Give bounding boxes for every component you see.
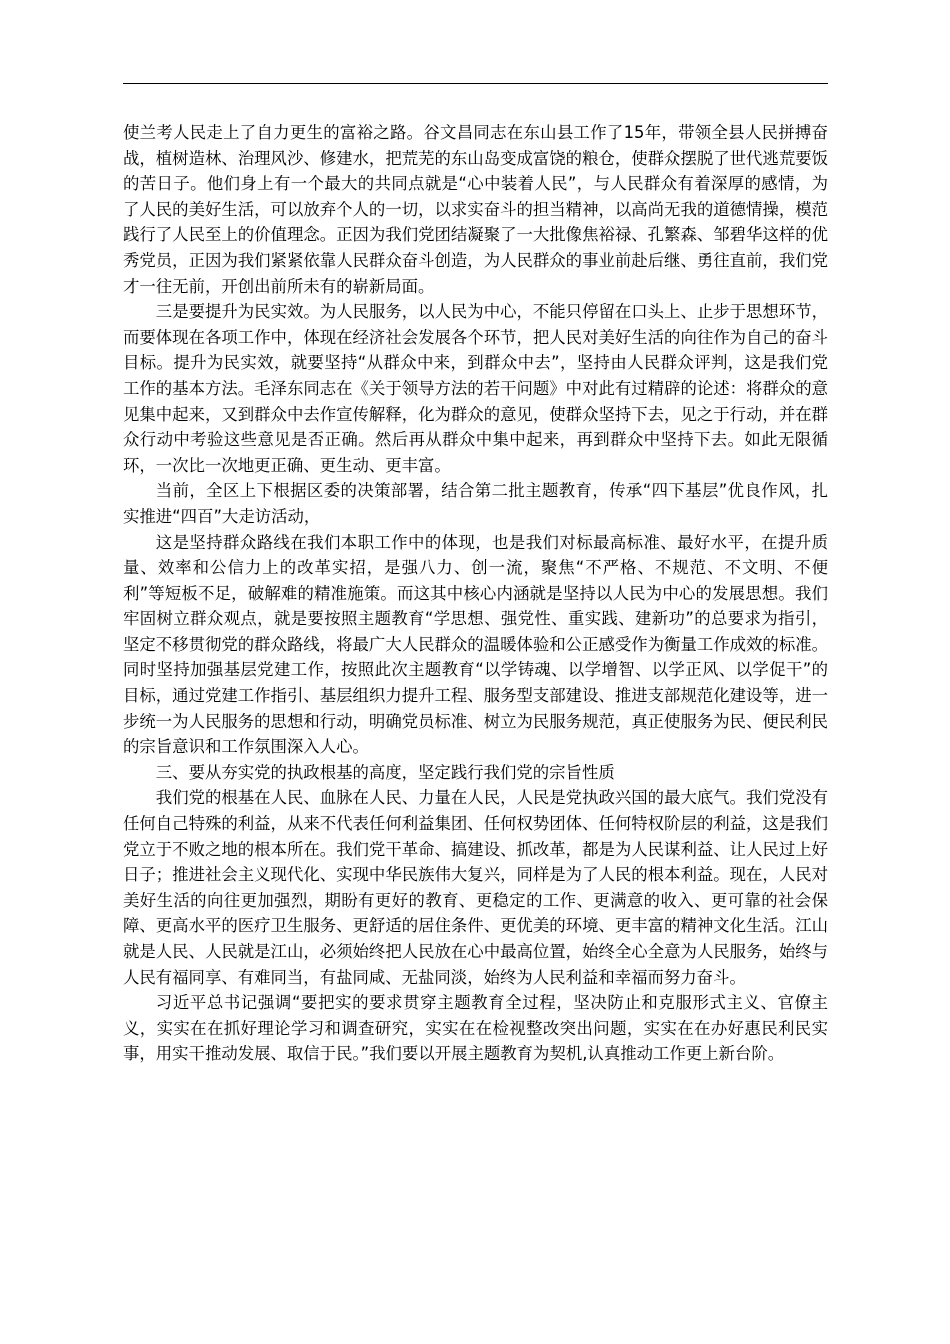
paragraph-4: 这是坚持群众路线在我们本职工作中的体现，也是我们对标最高标准、最好水平，在提升质量、效率和公信力上的改革实招，是强八力、创一流，聚焦“不严格、不规范、不文明、不便利”等短板不足，破解难的精准施策。而这其中核心内涵就是坚持以人民为中心的发展思想。我们牢固树立群众观点，就是要按照主题教育“学思想、强党性、重实践、建新功”的总要求为指引，坚定不移贯彻党的群众路线，将最广大人民群众的温暖体验和公正感受作为衡量工作成效的标准。同时坚持加强基层党建工作，按照此次主题教育“以学铸魂、以学增智、以学正风、以学促干”的目标，通过党建工作指引、基层组织力提升工程、服务型支部建设、推进支部规范化建设等，进一步统一为人民服务的思想和行动，明确党员标准、树立为民服务规范，真正使服务为民、便民利民的宗旨意识和工作氛围深入人心。 [123,532,828,757]
paragraph-1: 使兰考人民走上了自力更生的富裕之路。谷文昌同志在东山县工作了15年，带领全县人民拼搏奋战，植树造林、治理风沙、修建水，把荒芜的东山岛变成富饶的粮仓，使群众摆脱了世代逃荒要饭的苦日子。他们身上有一个最大的共同点就是“心中装着人民”，与人民群众有着深厚的感情，为了人民的美好生活，可以放弃个人的一切，以求实奋斗的担当精神，以高尚无我的道德情操，模范践行了人民至上的价值理念。正因为我们党团结凝聚了一大批像焦裕禄、孔繁森、邹碧华这样的优秀党员，正因为我们紧紧依靠人民群众奋斗创造，为人民群众的事业前赴后继、勇往直前，我们党才一往无前，开创出前所未有的崭新局面。 [123,123,828,296]
paragraph-2: 三是要提升为民实效。为人民服务，以人民为中心，不能只停留在口头上、止步于思想环节，而要体现在各项工作中，体现在经济社会发展各个环节，把人民对美好生活的向往作为自己的奋斗目标。提升为民实效，就要坚持“从群众中来，到群众中去”，坚持由人民群众评判，这是我们党工作的基本方法。毛泽东同志在《关于领导方法的若干问题》中对此有过精辟的论述：将群众的意见集中起来，又到群众中去作宣传解释，化为群众的意见，使群众坚持下去，见之于行动，并在群众行动中考验这些意见是否正确。然后再从群众中集中起来，再到群众中坚持下去。如此无限循环，一次比一次地更正确、更生动、更丰富。 [123,302,828,475]
section-heading: 三、要从夯实党的执政根基的高度，坚定践行我们党的宗旨性质 [155,762,615,782]
document-body [123,120,828,1067]
paragraph-6: 习近平总书记强调“要把实的要求贯穿主题教育全过程，坚决防止和克服形式主义、官僚主义，实实在在抓好理论学习和调查研究，实实在在检视整改突出问题，实实在在办好惠民利民实事，用实干推动发展、取信于民。”我们要以开展主题教育为契机,认真推动工作更上新台阶。 [123,993,828,1064]
paragraph-3: 当前，全区上下根据区委的决策部署，结合第二批主题教育，传承“四下基层”优良作风，扎实推进“四百”大走访活动， [123,481,828,526]
header-rule [123,83,828,84]
paragraph-5: 我们党的根基在人民、血脉在人民、力量在人民，人民是党执政兴国的最大底气。我们党没有任何自己特殊的利益，从来不代表任何利益集团、任何权势团体、任何特权阶层的利益，这是我们党立于不败之地的根本所在。我们党干革命、搞建设、抓改革，都是为人民谋利益、让人民过上好日子；推进社会主义现代化、实现中华民族伟大复兴，同样是为了人民的根本利益。现在，人民对美好生活的向往更加强烈，期盼有更好的教育、更稳定的工作、更满意的收入、更可靠的社会保障、更高水平的医疗卫生服务、更舒适的居住条件、更优美的环境、更丰富的精神文化生活。江山就是人民、人民就是江山，必须始终把人民放在心中最高位置，始终全心全意为人民服务，始终与人民有福同享、有难同当，有盐同咸、无盐同淡，始终为人民利益和幸福而努力奋斗。 [123,788,828,987]
